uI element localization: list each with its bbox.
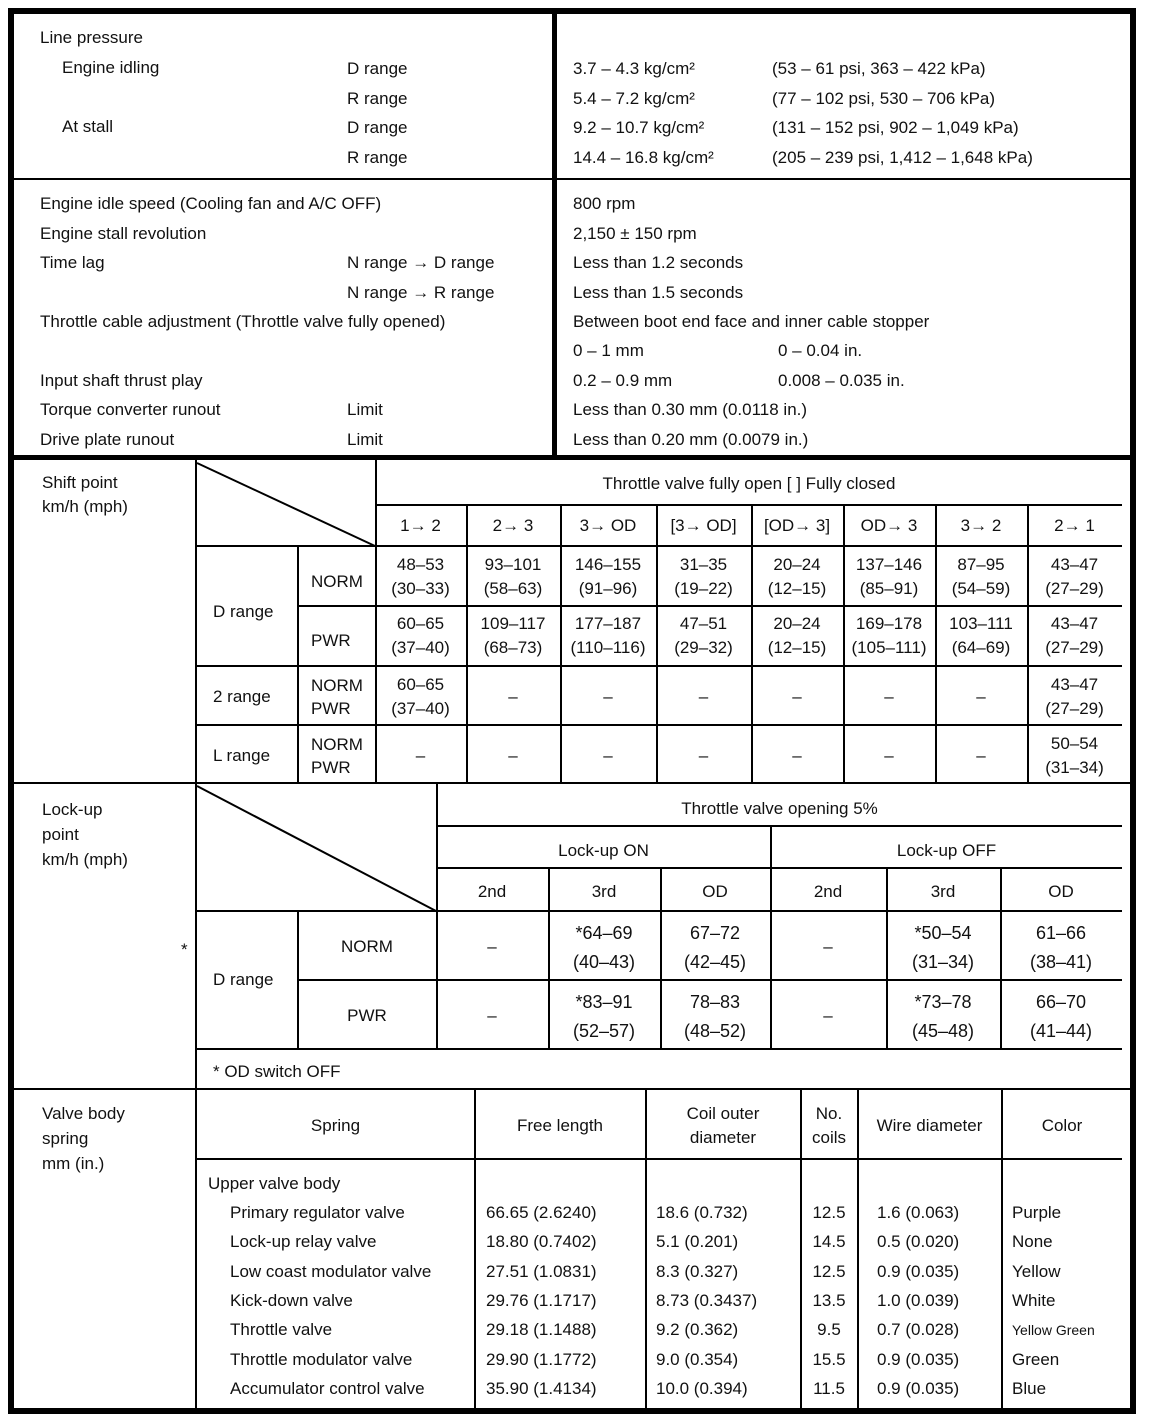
spring-name: Throttle modulator valve bbox=[230, 1349, 413, 1369]
lp-range-2: R range bbox=[347, 89, 408, 108]
lockup-cell-mph: (41–44) bbox=[1029, 1021, 1093, 1041]
spring-color: None bbox=[1012, 1232, 1053, 1252]
spring-free-length: 27.51 (1.0831) bbox=[486, 1261, 597, 1281]
time-lag-label: Time lag bbox=[40, 253, 105, 272]
spring-coil-diameter: 8.73 (0.3437) bbox=[656, 1290, 758, 1310]
shift-cell-mph: (91–96) bbox=[578, 579, 638, 598]
shift-col-header: 3→ 2 bbox=[960, 516, 1002, 535]
spring-wire: 0.9 (0.035) bbox=[877, 1349, 960, 1369]
spring-name: Throttle valve bbox=[230, 1320, 333, 1340]
lockup-gear-header: OD bbox=[702, 882, 728, 901]
line-pressure-heading: Line pressure bbox=[40, 28, 144, 47]
lockup-note: * OD switch OFF bbox=[213, 1062, 341, 1081]
lp-range-3: D range bbox=[347, 118, 408, 137]
idle-speed-label: Engine idle speed (Cooling fan and A/C OFF) bbox=[40, 194, 382, 213]
lockup-header: Throttle valve opening 5% bbox=[681, 799, 878, 818]
spring-col-color: Color bbox=[1041, 1116, 1083, 1135]
shift-cell-value: 43–47 bbox=[1050, 555, 1099, 574]
shift-cell-value: 48–53 bbox=[396, 555, 445, 574]
thrust-play-label: Input shaft thrust play bbox=[40, 371, 203, 390]
spring-wire: 0.5 (0.020) bbox=[877, 1232, 960, 1252]
lockup-gear-header: 3rd bbox=[591, 882, 617, 901]
lockup-off: Lock-up OFF bbox=[896, 841, 997, 860]
shift-row-rule-2 bbox=[297, 605, 1122, 607]
lp-alt-3: (131 – 152 psi, 902 – 1,049 kPa) bbox=[772, 118, 1019, 137]
shift-cell-value: 31–35 bbox=[679, 555, 728, 574]
spring-wire: 0.9 (0.035) bbox=[877, 1378, 960, 1398]
dp-runout-limit: Limit bbox=[347, 430, 383, 449]
lp-kg-2: 5.4 – 7.2 kg/cm² bbox=[573, 89, 695, 108]
spring-free-length: 29.18 (1.1488) bbox=[486, 1320, 597, 1340]
spring-free-length: 66.65 (2.6240) bbox=[486, 1203, 597, 1222]
lockup-label-3: km/h (mph) bbox=[42, 850, 128, 869]
divider-section-shift bbox=[14, 455, 1132, 460]
shift-l-norm: NORM bbox=[311, 735, 363, 754]
shift-cell-mph: (37–40) bbox=[391, 638, 450, 657]
shift-cell-value: – bbox=[603, 687, 613, 706]
spring-free-length: 29.90 (1.1772) bbox=[486, 1349, 597, 1369]
throttle-cable-value: Between boot end face and inner cable stopper bbox=[573, 312, 930, 331]
lockup-row-rule-3 bbox=[195, 1048, 1122, 1050]
lockup-margin-mark: * bbox=[181, 940, 188, 959]
shift-col-header: [3→ OD] bbox=[670, 516, 737, 535]
lp-range-1: D range bbox=[347, 59, 408, 78]
shift-cell-mph: (12–15) bbox=[767, 638, 827, 657]
shift-cell-value: 43–47 bbox=[1050, 614, 1099, 633]
spring-wire: 0.7 (0.028) bbox=[877, 1320, 960, 1340]
shift-point-unit: km/h (mph) bbox=[42, 497, 128, 516]
tc-runout-limit: Limit bbox=[347, 400, 383, 419]
shift-header-rule bbox=[375, 504, 1122, 506]
shift-cell-value: – bbox=[698, 687, 709, 706]
spring-label-1: Valve body bbox=[42, 1104, 125, 1123]
spring-label-3: mm (in.) bbox=[42, 1154, 105, 1173]
shift-cell-value: 60–65 bbox=[396, 675, 445, 694]
stall-rev-value: 2,150 ± 150 rpm bbox=[573, 224, 697, 243]
lockup-header-rule bbox=[436, 825, 1122, 827]
lockup-gear-header: OD bbox=[1048, 882, 1074, 901]
shift-cell-value: 50–54 bbox=[1050, 734, 1099, 753]
spring-col-free: Free length bbox=[517, 1116, 603, 1135]
shift-cell-value: 87–95 bbox=[957, 555, 1005, 574]
shift-cell-value: 20–24 bbox=[773, 614, 821, 633]
lockup-cell-value: *83–91 bbox=[575, 992, 633, 1012]
stall-rev-label: Engine stall revolution bbox=[40, 224, 207, 243]
shift-cell-value: 169–178 bbox=[855, 614, 923, 633]
lockup-pwr: PWR bbox=[347, 1006, 387, 1025]
spring-wire: 1.0 (0.039) bbox=[877, 1290, 960, 1310]
spring-coil-diameter: 5.1 (0.201) bbox=[656, 1232, 739, 1252]
spring-color: Blue bbox=[1012, 1378, 1047, 1398]
shift-l-pwr: PWR bbox=[311, 758, 351, 777]
shift-cell-value: 43–47 bbox=[1050, 675, 1099, 694]
spring-coils: 15.5 bbox=[812, 1349, 846, 1369]
shift-cell-value: 109–117 bbox=[480, 614, 546, 633]
throttle-cable-mm: 0 – 1 mm bbox=[573, 341, 644, 360]
spring-name: Accumulator control valve bbox=[230, 1378, 425, 1398]
divider-line-pressure bbox=[14, 178, 1132, 180]
shift-cell-mph: (110–116) bbox=[570, 638, 646, 657]
lockup-gear-header: 3rd bbox=[930, 882, 956, 901]
shift-2-range: 2 range bbox=[213, 687, 271, 706]
lp-kg-3: 9.2 – 10.7 kg/cm² bbox=[573, 118, 705, 137]
tc-runout-value: Less than 0.30 mm (0.0118 in.) bbox=[573, 400, 808, 419]
spring-color: Purple bbox=[1012, 1203, 1062, 1222]
spring-wire: 0.9 (0.035) bbox=[877, 1261, 960, 1281]
spring-col-wire: Wire diameter bbox=[876, 1116, 983, 1135]
thrust-play-mm: 0.2 – 0.9 mm bbox=[573, 371, 673, 390]
shift-cell-value: – bbox=[976, 687, 986, 706]
spring-label-2: spring bbox=[42, 1129, 89, 1148]
shift-cell-mph: (12–15) bbox=[767, 579, 827, 598]
shift-row-rule-3 bbox=[195, 665, 1122, 667]
lockup-cell-value: – bbox=[823, 937, 833, 956]
lockup-gear-header: 2nd bbox=[813, 882, 843, 901]
shift-cell-value: 47–51 bbox=[679, 614, 728, 633]
spring-free-length: 35.90 (1.4134) bbox=[486, 1378, 597, 1398]
shift-col-header: [OD→ 3] bbox=[763, 516, 831, 535]
lockup-cell-value: 67–72 bbox=[689, 923, 741, 943]
shift-cell-value: 20–24 bbox=[773, 555, 821, 574]
lockup-cell-mph: (40–43) bbox=[572, 952, 636, 972]
lockup-d-range: D range bbox=[213, 970, 274, 989]
shift-row-rule-4 bbox=[195, 724, 1122, 726]
engine-idling-label: Engine idling bbox=[62, 58, 160, 77]
spring-col-no-1: No. bbox=[815, 1104, 843, 1123]
thrust-play-in: 0.008 – 0.035 in. bbox=[778, 371, 905, 390]
shift-cell-mph: (64–69) bbox=[951, 638, 1011, 657]
lp-kg-1: 3.7 – 4.3 kg/cm² bbox=[573, 59, 695, 78]
spring-color: White bbox=[1012, 1290, 1056, 1310]
shift-cell-mph: (30–33) bbox=[391, 579, 450, 598]
lockup-cell-mph: (52–57) bbox=[572, 1021, 636, 1041]
shift-l-range: L range bbox=[213, 746, 271, 765]
shift-cell-mph: (85–91) bbox=[859, 579, 919, 598]
shift-header-diagonal bbox=[197, 463, 375, 546]
shift-cell-mph: (27–29) bbox=[1045, 699, 1104, 718]
lockup-subcol-divider bbox=[297, 910, 299, 1049]
spring-col-coil-2: diameter bbox=[689, 1128, 757, 1147]
divider-section-lockup bbox=[14, 782, 1132, 784]
spring-color: Yellow Green bbox=[1012, 1322, 1095, 1339]
spring-color: Yellow bbox=[1012, 1261, 1061, 1281]
lp-range-4: R range bbox=[347, 148, 408, 167]
dp-runout-label: Drive plate runout bbox=[40, 430, 175, 449]
lockup-gear-header: 2nd bbox=[477, 882, 507, 901]
lockup-norm: NORM bbox=[341, 937, 393, 956]
spring-free-length: 29.76 (1.1717) bbox=[486, 1290, 597, 1310]
shift-cell-value: 177–187 bbox=[574, 614, 642, 633]
spring-col-divider-0 bbox=[474, 1090, 476, 1408]
shift-cell-mph: (31–34) bbox=[1045, 758, 1104, 777]
time-lag-nd-value: Less than 1.2 seconds bbox=[573, 253, 744, 272]
spring-coils: 12.5 bbox=[812, 1261, 846, 1281]
lockup-cell-value: – bbox=[487, 937, 497, 956]
spring-col-coil-1: Coil outer bbox=[686, 1104, 760, 1123]
shift-col-header: 2→ 1 bbox=[1054, 516, 1095, 535]
shift-cell-mph: (27–29) bbox=[1045, 638, 1104, 657]
spring-color: Green bbox=[1012, 1349, 1060, 1369]
lockup-header-diagonal bbox=[197, 786, 436, 911]
spring-coils: 12.5 bbox=[812, 1203, 846, 1222]
spring-coils: 9.5 bbox=[817, 1320, 841, 1340]
lockup-cell-value: – bbox=[823, 1006, 833, 1025]
shift-subcol-divider bbox=[297, 545, 299, 783]
shift-cell-mph: (29–32) bbox=[674, 638, 733, 657]
time-lag-nr-value: Less than 1.5 seconds bbox=[573, 283, 744, 302]
shift-point-label: Shift point bbox=[42, 473, 118, 492]
spring-coil-diameter: 9.2 (0.362) bbox=[656, 1320, 739, 1340]
divider-section-springs bbox=[14, 1088, 1132, 1090]
shift-cell-mph: (37–40) bbox=[391, 699, 450, 718]
spring-name: Low coast modulator valve bbox=[230, 1261, 432, 1281]
shift-2-pwr: PWR bbox=[311, 699, 351, 718]
spring-col-divider-4 bbox=[1001, 1090, 1003, 1408]
lockup-cell-value: – bbox=[487, 1006, 497, 1025]
tc-runout-label: Torque converter runout bbox=[40, 400, 221, 419]
lockup-cell-mph: (48–52) bbox=[683, 1021, 747, 1041]
spring-name: Primary regulator valve bbox=[230, 1203, 405, 1222]
shift-cell-value: – bbox=[792, 687, 802, 706]
shift-header: Throttle valve fully open [ ] Fully closed bbox=[602, 474, 896, 493]
shift-cell-mph: (19–22) bbox=[674, 579, 733, 598]
shift-cell-value: – bbox=[698, 746, 709, 765]
shift-col-header: 1→ 2 bbox=[400, 516, 441, 535]
shift-cell-mph: (58–63) bbox=[483, 579, 543, 598]
shift-cell-value: – bbox=[976, 746, 986, 765]
shift-cell-value: 146–155 bbox=[574, 555, 642, 574]
shift-cell-mph: (105–111) bbox=[851, 638, 927, 657]
spring-wire: 1.6 (0.063) bbox=[877, 1203, 960, 1222]
spring-group: Upper valve body bbox=[208, 1174, 341, 1193]
time-lag-nd: N range → D range bbox=[347, 253, 495, 272]
shift-cell-value: 137–146 bbox=[855, 555, 923, 574]
shift-cell-mph: (27–29) bbox=[1045, 579, 1104, 598]
shift-cell-value: – bbox=[603, 746, 613, 765]
dp-runout-value: Less than 0.20 mm (0.0079 in.) bbox=[573, 430, 809, 449]
lockup-cell-mph: (45–48) bbox=[911, 1021, 975, 1041]
spring-coils: 13.5 bbox=[812, 1290, 846, 1310]
spring-name: Kick-down valve bbox=[230, 1290, 353, 1310]
shift-cell-value: 93–101 bbox=[484, 555, 542, 574]
spring-left-border bbox=[195, 1090, 197, 1408]
lockup-onoff-rule bbox=[436, 867, 1122, 869]
lockup-cell-value: 61–66 bbox=[1035, 923, 1087, 943]
spring-col-spring: Spring bbox=[310, 1116, 361, 1135]
spring-coil-diameter: 18.6 (0.732) bbox=[656, 1203, 748, 1222]
at-stall-label: At stall bbox=[62, 117, 114, 136]
shift-cell-value: – bbox=[884, 687, 894, 706]
lockup-cell-mph: (38–41) bbox=[1029, 952, 1093, 972]
shift-cell-value: – bbox=[884, 746, 894, 765]
spring-coil-diameter: 10.0 (0.394) bbox=[656, 1378, 748, 1398]
lp-kg-4: 14.4 – 16.8 kg/cm² bbox=[573, 148, 714, 167]
lockup-label-1: Lock-up bbox=[42, 800, 103, 819]
lockup-cell-mph: (42–45) bbox=[683, 952, 747, 972]
spring-name: Lock-up relay valve bbox=[230, 1232, 377, 1252]
shift-d-range: D range bbox=[213, 602, 274, 621]
shift-d-norm: NORM bbox=[311, 572, 363, 591]
lockup-on: Lock-up ON bbox=[558, 841, 649, 860]
lp-alt-1: (53 – 61 psi, 363 – 422 kPa) bbox=[772, 59, 986, 78]
divider-top-vertical bbox=[552, 14, 557, 457]
spring-col-no-2: coils bbox=[811, 1128, 846, 1147]
lockup-row-rule-2 bbox=[297, 979, 1122, 981]
spring-free-length: 18.80 (0.7402) bbox=[486, 1232, 597, 1252]
shift-cell-mph: (68–73) bbox=[483, 638, 543, 657]
lockup-cell-value: *50–54 bbox=[914, 923, 972, 943]
idle-speed-value: 800 rpm bbox=[573, 194, 636, 213]
lp-alt-2: (77 – 102 psi, 530 – 706 kPa) bbox=[772, 89, 996, 108]
lockup-cell-mph: (31–34) bbox=[911, 952, 975, 972]
lockup-cell-value: *64–69 bbox=[575, 923, 633, 943]
spring-header-rule bbox=[195, 1158, 1122, 1160]
shift-col-header: 2→ 3 bbox=[492, 516, 534, 535]
shift-2-norm: NORM bbox=[311, 676, 363, 695]
spring-coil-diameter: 8.3 (0.327) bbox=[656, 1261, 739, 1281]
shift-col-header: 3→ OD bbox=[579, 516, 637, 535]
lockup-label-2: point bbox=[42, 825, 79, 844]
shift-d-pwr: PWR bbox=[311, 631, 351, 650]
spring-col-divider-3 bbox=[857, 1090, 859, 1408]
shift-cell-value: 103–111 bbox=[949, 614, 1013, 633]
spring-coils: 11.5 bbox=[813, 1378, 845, 1398]
shift-cell-mph: (54–59) bbox=[951, 579, 1011, 598]
shift-cell-value: – bbox=[508, 746, 518, 765]
shift-cell-value: – bbox=[508, 687, 518, 706]
shift-cell-value: – bbox=[792, 746, 802, 765]
shift-cell-value: – bbox=[415, 746, 426, 765]
lockup-cell-value: *73–78 bbox=[914, 992, 972, 1012]
spring-coils: 14.5 bbox=[812, 1232, 846, 1252]
lp-alt-4: (205 – 239 psi, 1,412 – 1,648 kPa) bbox=[772, 148, 1033, 167]
lockup-cell-value: 78–83 bbox=[689, 992, 741, 1012]
shift-col-header: OD→ 3 bbox=[860, 516, 918, 535]
spring-coil-diameter: 9.0 (0.354) bbox=[656, 1349, 739, 1369]
throttle-cable-in: 0 – 0.04 in. bbox=[778, 341, 863, 360]
time-lag-nr: N range → R range bbox=[347, 283, 495, 302]
throttle-cable-label: Throttle cable adjustment (Throttle valve fully opened) bbox=[40, 312, 446, 331]
shift-cell-value: 60–65 bbox=[396, 614, 445, 633]
lockup-cell-value: 66–70 bbox=[1035, 992, 1087, 1012]
